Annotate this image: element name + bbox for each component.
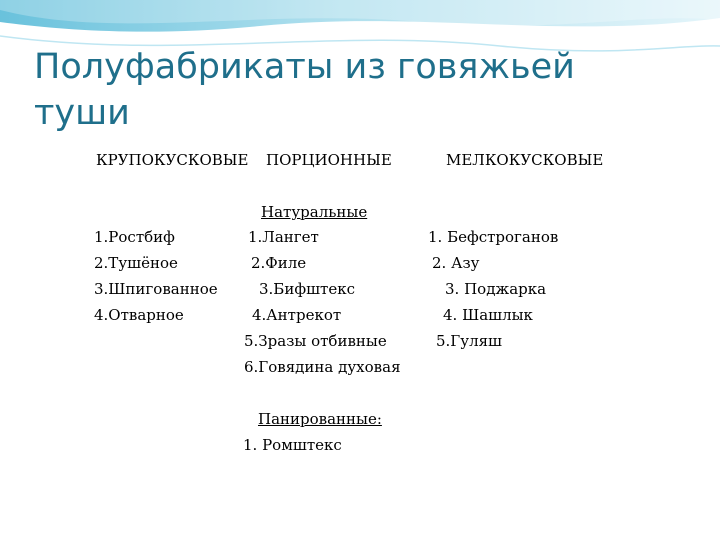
natural-item: 1.Лангет — [248, 228, 319, 246]
breaded-item: 1. Ромштекс — [243, 436, 342, 454]
large-item: 3.Шпигованное — [94, 280, 218, 298]
large-item: 1.Ростбиф — [94, 228, 175, 246]
small-item: 1. Бефстроганов — [428, 228, 559, 246]
natural-heading: Натуральные — [261, 203, 368, 221]
header-large-pieces: КРУПОКУСКОВЫЕ — [96, 151, 249, 169]
breaded-heading: Панированные: — [258, 410, 382, 428]
natural-item: 4.Антрекот — [252, 306, 342, 324]
large-item: 2.Тушёное — [94, 254, 178, 272]
large-item: 4.Отварное — [94, 306, 184, 324]
small-item: 4. Шашлык — [443, 306, 533, 324]
natural-item: 3.Бифштекс — [259, 280, 355, 298]
small-item: 3. Поджарка — [445, 280, 547, 298]
natural-item: 2.Филе — [251, 254, 307, 272]
header-small-pieces: МЕЛКОКУСКОВЫЕ — [446, 151, 604, 169]
small-item: 2. Азу — [432, 254, 480, 272]
natural-item: 5.Зразы отбивные — [244, 332, 387, 350]
header-portion: ПОРЦИОННЫЕ — [266, 151, 392, 169]
slide-title: Полуфабрикаты из говяжьей туши — [34, 47, 575, 133]
natural-item: 6.Говядина духовая — [244, 358, 401, 376]
small-item: 5.Гуляш — [436, 332, 503, 350]
